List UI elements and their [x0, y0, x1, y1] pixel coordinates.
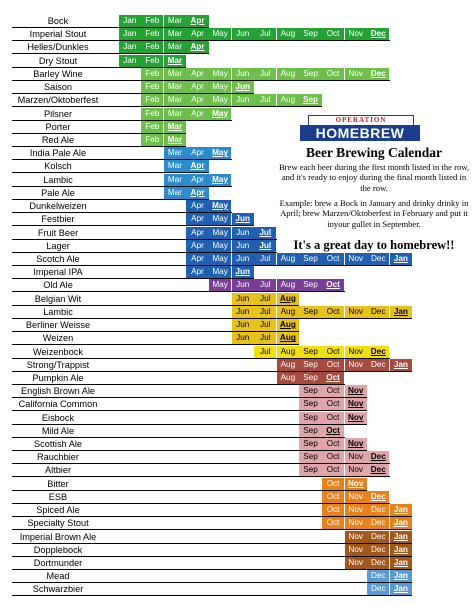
beer-style-name: India Pale Ale: [29, 148, 87, 159]
month-cell: Nov: [345, 28, 367, 40]
month-cell: Jun: [232, 306, 254, 318]
month-cell: Nov: [345, 531, 367, 543]
month-cell: Oct: [322, 504, 344, 516]
beer-style-name: Mild Ale: [41, 425, 75, 436]
month-cell: Sep: [299, 438, 321, 450]
month-cell: Sep: [299, 306, 321, 318]
month-cell: Aug: [277, 279, 299, 291]
beer-style-name: Lager: [46, 240, 70, 251]
month-cell: Dec: [367, 28, 389, 40]
beer-style-name: Pilsner: [43, 108, 73, 119]
month-cell: Mar: [164, 108, 186, 120]
beer-style-name: Helles/Dunkles: [27, 42, 89, 53]
beer-row: [0, 68, 474, 81]
month-cell: Aug: [277, 332, 299, 344]
month-cell: Oct: [322, 346, 344, 358]
month-cell: Nov: [345, 306, 367, 318]
month-cell: Feb: [141, 41, 163, 53]
month-cell: Apr: [186, 108, 208, 120]
month-cell: Nov: [345, 398, 367, 410]
beer-style-name: Saison: [43, 82, 73, 93]
beer-row: [0, 81, 474, 94]
month-cell: Jul: [254, 306, 276, 318]
month-cell: Feb: [141, 81, 163, 93]
beer-style-name: Pale Ale: [41, 187, 75, 198]
month-cell: Jan: [390, 359, 412, 371]
month-cell: May: [209, 266, 231, 278]
month-cell: Mar: [164, 41, 186, 53]
beer-style-name: Festbier: [41, 214, 75, 225]
month-cell: Apr: [186, 81, 208, 93]
beer-style-name: Dunkelweizen: [29, 201, 87, 212]
month-cell: Aug: [277, 359, 299, 371]
month-cell: Jan: [390, 544, 412, 556]
month-cell: Dec: [367, 68, 389, 80]
month-cell: Nov: [345, 517, 367, 529]
beer-style-name: Fruit Beer: [37, 227, 79, 238]
beer-row: [0, 451, 474, 464]
month-cell: Feb: [141, 108, 163, 120]
beer-style-name: Bock: [47, 16, 69, 26]
month-cell: Mar: [164, 147, 186, 159]
beer-row: [0, 570, 474, 583]
month-cell: Jun: [232, 28, 254, 40]
beer-style-name: Old Ale: [43, 280, 73, 291]
month-cell: Dec: [367, 557, 389, 569]
month-cell: Sep: [299, 412, 321, 424]
month-cell: Dec: [367, 451, 389, 463]
beer-row: [0, 94, 474, 107]
month-cell: Sep: [299, 94, 321, 106]
month-cell: Sep: [299, 346, 321, 358]
beer-style-name: Specialty Stout: [27, 518, 89, 529]
month-cell: Oct: [322, 464, 344, 476]
month-cell: Jun: [232, 81, 254, 93]
month-cell: Dec: [367, 359, 389, 371]
month-cell: Oct: [322, 359, 344, 371]
month-cell: Jan: [119, 55, 141, 67]
beer-style-name: Marzen/Oktoberfest: [17, 95, 99, 106]
beer-row: [0, 583, 474, 596]
beer-style-name: Scotch Ale: [36, 253, 80, 264]
beer-row: [0, 293, 474, 306]
month-cell: Nov: [345, 68, 367, 80]
month-cell: Dec: [367, 346, 389, 358]
month-cell: Oct: [322, 438, 344, 450]
beer-style-name: ESB: [48, 491, 68, 502]
month-cell: Mar: [164, 134, 186, 146]
beer-row: [0, 412, 474, 425]
month-cell: Nov: [345, 253, 367, 265]
beer-row: [0, 504, 474, 517]
month-cell: Apr: [186, 94, 208, 106]
month-cell: Dec: [367, 504, 389, 516]
month-cell: Jun: [232, 213, 254, 225]
month-cell: Sep: [299, 425, 321, 437]
month-cell: Nov: [345, 504, 367, 516]
month-cell: Oct: [322, 517, 344, 529]
month-cell: Jun: [232, 319, 254, 331]
month-cell: Feb: [141, 15, 163, 27]
month-cell: Nov: [345, 478, 367, 490]
beer-row: [0, 28, 474, 41]
month-cell: Jul: [254, 346, 276, 358]
month-cell: Dec: [367, 306, 389, 318]
month-cell: Apr: [186, 160, 208, 172]
month-cell: Mar: [164, 174, 186, 186]
logo-main-text: HOMEBREW: [300, 125, 420, 141]
month-cell: Dec: [367, 531, 389, 543]
beer-style-name: Rauchbier: [37, 452, 79, 463]
month-cell: Jul: [254, 332, 276, 344]
month-cell: Sep: [299, 253, 321, 265]
month-cell: Jul: [254, 94, 276, 106]
beer-row: [0, 41, 474, 54]
month-cell: Apr: [186, 174, 208, 186]
month-cell: Jun: [232, 279, 254, 291]
month-cell: Mar: [164, 160, 186, 172]
month-cell: Aug: [277, 319, 299, 331]
month-cell: Jul: [254, 227, 276, 239]
month-cell: Jun: [232, 240, 254, 252]
beer-style-name: Schwarzbier: [32, 584, 84, 595]
month-cell: Mar: [164, 15, 186, 27]
beer-style-name: Belgian Wit: [34, 293, 82, 304]
month-cell: Sep: [299, 464, 321, 476]
beer-row: [0, 253, 474, 266]
month-cell: Dec: [367, 570, 389, 582]
month-cell: Aug: [277, 28, 299, 40]
month-cell: Feb: [141, 55, 163, 67]
month-cell: May: [209, 240, 231, 252]
month-cell: Jul: [254, 240, 276, 252]
month-cell: May: [209, 213, 231, 225]
month-cell: May: [209, 227, 231, 239]
month-cell: Jun: [232, 266, 254, 278]
month-cell: Jun: [232, 94, 254, 106]
month-cell: Sep: [299, 385, 321, 397]
beer-row: [0, 266, 474, 279]
month-cell: Jan: [390, 583, 412, 595]
month-cell: Aug: [277, 68, 299, 80]
month-cell: Jan: [390, 253, 412, 265]
beer-style-name: Strong/Trappist: [26, 359, 90, 370]
calendar-tagline: It's a great day to homebrew!!: [293, 238, 455, 252]
month-cell: Sep: [299, 68, 321, 80]
month-cell: Sep: [299, 372, 321, 384]
month-cell: Oct: [322, 253, 344, 265]
month-cell: Mar: [164, 187, 186, 199]
month-cell: Mar: [164, 55, 186, 67]
beer-style-name: Imperial IPA: [33, 267, 83, 278]
month-cell: Nov: [345, 464, 367, 476]
beer-style-name: Imperial Stout: [29, 29, 87, 40]
month-cell: Jul: [254, 68, 276, 80]
beer-row: [0, 332, 474, 345]
month-cell: Mar: [164, 28, 186, 40]
row-rule: [12, 595, 412, 596]
month-cell: Aug: [277, 372, 299, 384]
beer-style-name: Porter: [45, 121, 71, 132]
beer-style-name: Mead: [46, 571, 70, 582]
month-cell: Dec: [367, 491, 389, 503]
month-cell: Apr: [186, 28, 208, 40]
month-cell: Mar: [164, 81, 186, 93]
month-cell: Feb: [141, 68, 163, 80]
beer-row: [0, 478, 474, 491]
month-cell: Jun: [232, 293, 254, 305]
beer-style-name: Imperial Brown Ale: [19, 531, 97, 542]
month-cell: Apr: [186, 41, 208, 53]
beer-row: [0, 425, 474, 438]
month-cell: Apr: [186, 213, 208, 225]
month-cell: Aug: [277, 293, 299, 305]
calendar-intro: Brew each beer during the first month listed in the row, and it's ready to enjoy during the final month listed in the row.: [278, 162, 470, 193]
beer-style-name: Red Ale: [41, 134, 75, 145]
beer-row: [0, 55, 474, 68]
beer-row: [0, 398, 474, 411]
month-cell: Nov: [345, 412, 367, 424]
month-cell: Apr: [186, 227, 208, 239]
beer-style-name: Bitter: [47, 478, 69, 489]
beer-style-name: Pumpkin Ale: [32, 372, 84, 383]
month-cell: Nov: [345, 451, 367, 463]
month-cell: Nov: [345, 438, 367, 450]
beer-style-name: Dry Stout: [38, 55, 78, 66]
beer-row: [0, 557, 474, 570]
beer-style-name: Lambic: [43, 174, 73, 185]
beer-row: [0, 464, 474, 477]
month-cell: Apr: [186, 200, 208, 212]
beer-row: [0, 544, 474, 557]
month-cell: Feb: [141, 28, 163, 40]
beer-row: [0, 531, 474, 544]
beer-row: [0, 15, 474, 28]
month-cell: Dec: [367, 517, 389, 529]
beer-row: [0, 385, 474, 398]
month-cell: Mar: [164, 94, 186, 106]
month-cell: Aug: [277, 306, 299, 318]
month-cell: Oct: [322, 398, 344, 410]
month-cell: Jan: [390, 531, 412, 543]
month-cell: Oct: [322, 372, 344, 384]
month-cell: Apr: [186, 187, 208, 199]
month-cell: Jul: [254, 28, 276, 40]
beer-row: [0, 279, 474, 292]
beer-style-name: Eisbock: [41, 412, 75, 423]
month-cell: Jan: [390, 306, 412, 318]
beer-style-name: Scottish Ale: [33, 439, 82, 450]
month-cell: Jun: [232, 68, 254, 80]
beer-row: [0, 359, 474, 372]
month-cell: Mar: [164, 68, 186, 80]
month-cell: Apr: [186, 266, 208, 278]
month-cell: Dec: [367, 253, 389, 265]
beer-row: [0, 517, 474, 530]
beer-style-name: Altbier: [44, 465, 72, 476]
month-cell: Oct: [322, 306, 344, 318]
beer-style-name: Weizen: [42, 333, 74, 344]
month-cell: Jan: [119, 41, 141, 53]
month-cell: Jun: [232, 227, 254, 239]
month-cell: Jul: [254, 293, 276, 305]
month-cell: Jan: [390, 504, 412, 516]
beer-style-name: Dortmunder: [33, 558, 83, 569]
month-cell: May: [209, 108, 231, 120]
month-cell: Aug: [277, 346, 299, 358]
month-cell: Feb: [141, 94, 163, 106]
beer-style-name: Lambic: [43, 306, 73, 317]
beer-row: [0, 319, 474, 332]
month-cell: May: [209, 174, 231, 186]
month-cell: Apr: [186, 253, 208, 265]
beer-style-name: English Brown Ale: [20, 386, 96, 397]
month-cell: Nov: [345, 359, 367, 371]
beer-style-name: Spiced Ale: [36, 505, 80, 516]
month-cell: Oct: [322, 68, 344, 80]
month-cell: Apr: [186, 240, 208, 252]
month-cell: Jan: [390, 517, 412, 529]
beer-style-name: Dopplebock: [33, 544, 83, 555]
month-cell: Jan: [119, 15, 141, 27]
month-cell: May: [209, 279, 231, 291]
month-cell: Oct: [322, 425, 344, 437]
month-cell: Feb: [141, 121, 163, 133]
month-cell: Nov: [345, 385, 367, 397]
beer-style-name: Barley Wine: [33, 68, 83, 79]
month-cell: Oct: [322, 478, 344, 490]
month-cell: Sep: [299, 28, 321, 40]
month-cell: Jul: [254, 319, 276, 331]
month-cell: Oct: [322, 385, 344, 397]
month-cell: Oct: [322, 412, 344, 424]
logo-top-text: OPERATION: [308, 115, 414, 126]
month-cell: Dec: [367, 464, 389, 476]
beer-style-name: Berliner Weisse: [25, 320, 91, 331]
month-cell: May: [209, 81, 231, 93]
month-cell: Dec: [367, 583, 389, 595]
month-cell: Jun: [232, 332, 254, 344]
month-cell: Sep: [299, 398, 321, 410]
beer-row: [0, 438, 474, 451]
calendar-title: Beer Brewing Calendar: [306, 145, 442, 160]
month-cell: Jan: [390, 570, 412, 582]
month-cell: Nov: [345, 346, 367, 358]
month-cell: May: [209, 147, 231, 159]
beer-row: [0, 306, 474, 319]
month-cell: Oct: [322, 451, 344, 463]
month-cell: Jan: [390, 557, 412, 569]
month-cell: May: [209, 28, 231, 40]
calendar-example: Example: brew a Bock in January and drinky drinky in April; brew Marzen/Oktoberfest in February and put it inyour gullet in September.: [279, 198, 469, 229]
beer-row: [0, 491, 474, 504]
month-cell: May: [209, 200, 231, 212]
beer-row: [0, 346, 474, 359]
beer-row: [0, 372, 474, 385]
beer-style-name: California Common: [18, 399, 98, 410]
month-cell: Dec: [367, 544, 389, 556]
month-cell: Oct: [322, 279, 344, 291]
beer-style-name: Kolsch: [44, 161, 72, 172]
month-cell: Mar: [164, 121, 186, 133]
month-cell: Jul: [254, 279, 276, 291]
month-cell: Sep: [299, 359, 321, 371]
month-cell: Feb: [141, 134, 163, 146]
month-cell: Nov: [345, 544, 367, 556]
month-cell: Aug: [277, 253, 299, 265]
month-cell: Oct: [322, 28, 344, 40]
month-cell: Nov: [345, 557, 367, 569]
month-cell: Apr: [186, 147, 208, 159]
month-cell: May: [209, 68, 231, 80]
month-cell: Nov: [345, 491, 367, 503]
month-cell: Apr: [186, 68, 208, 80]
month-cell: Sep: [299, 279, 321, 291]
month-cell: May: [209, 94, 231, 106]
month-cell: Jan: [119, 28, 141, 40]
month-cell: Jun: [232, 253, 254, 265]
operation-homebrew-logo: [300, 115, 420, 141]
month-cell: Oct: [322, 491, 344, 503]
month-cell: May: [209, 253, 231, 265]
month-cell: Jul: [254, 253, 276, 265]
month-cell: Aug: [277, 94, 299, 106]
month-cell: Apr: [186, 15, 208, 27]
month-cell: Sep: [299, 451, 321, 463]
beer-style-name: Weizenbock: [33, 346, 83, 357]
